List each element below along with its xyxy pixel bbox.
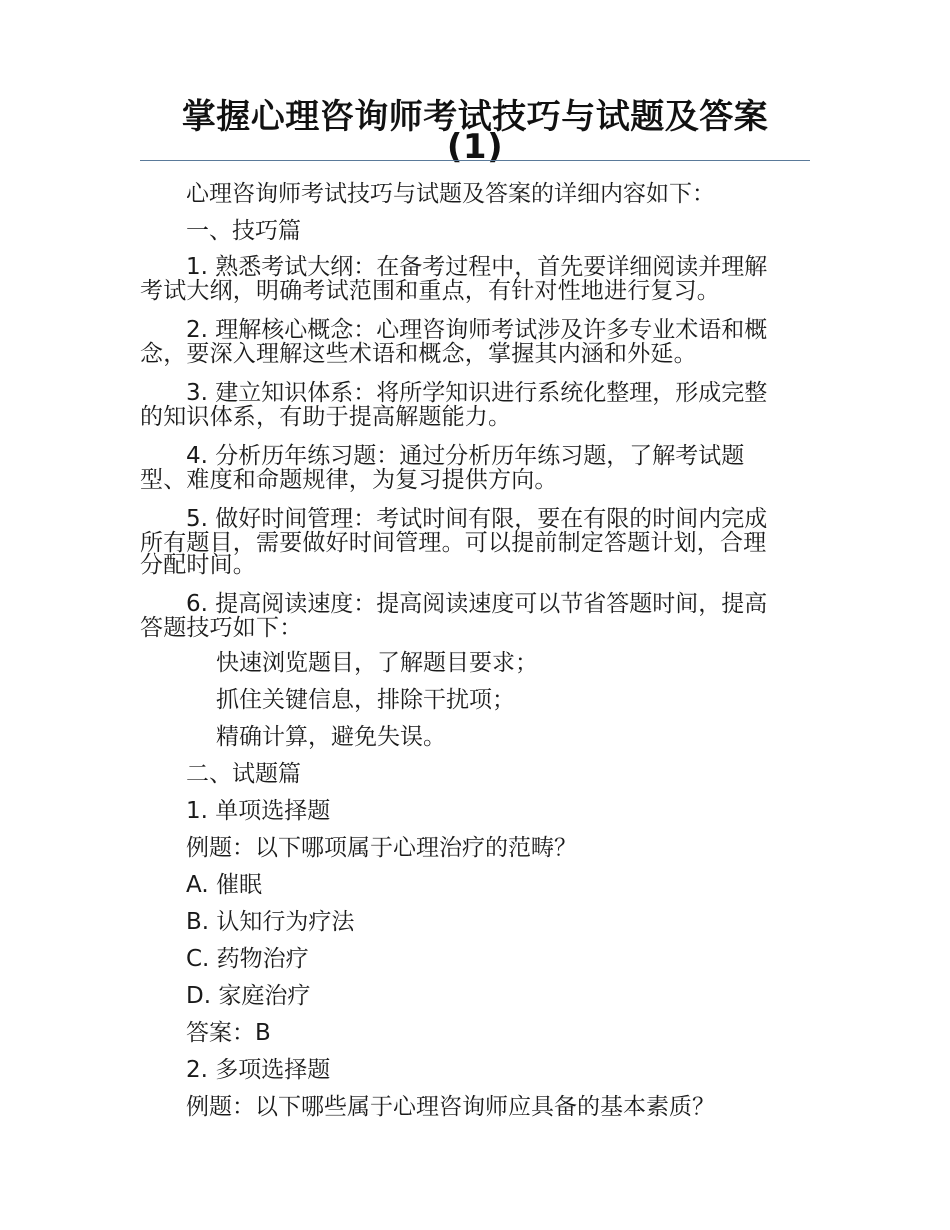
tip-line: 念，要深入理解这些术语和概念，掌握其内涵和外延。 [140,341,697,367]
answer-option: B. 认知行为疗法 [186,909,355,935]
tip-paragraph [140,317,810,365]
tip-line: 1. 熟悉考试大纲：在备考过程中，首先要详细阅读并理解 [186,254,768,280]
title-line-1: 掌握心理咨询师考试技巧与试题及答案 [181,97,769,137]
tip-line: 4. 分析历年练习题：通过分析历年练习题，了解考试题 [186,443,745,469]
answer-option: C. 药物治疗 [186,946,309,972]
tip-line: 3. 建立知识体系：将所学知识进行系统化整理，形成完整 [186,380,768,406]
answer-option: D. 家庭治疗 [186,983,311,1009]
tip-line: 分配时间。 [140,552,256,578]
question-text: 例题：以下哪项属于心理治疗的范畴？ [186,835,577,861]
tip-line: 答题技巧如下： [140,615,303,641]
tip-line: 所有题目，需要做好时间管理。可以提前制定答题计划，合理 [140,530,767,556]
tip-paragraph [140,591,810,639]
tip-paragraph [140,380,810,428]
reading-tip-item: 抓住关键信息，排除干扰项； [216,687,515,713]
tip-paragraph [140,254,810,302]
answer-option: A. 催眠 [186,872,262,898]
tip-line: 6. 提高阅读速度：提高阅读速度可以节省答题时间，提高 [186,591,768,617]
answer-key: 答案：B [186,1020,271,1046]
question-text: 例题：以下哪些属于心理咨询师应具备的基本素质？ [186,1094,715,1120]
section-heading-questions: 二、试题篇 [186,761,301,787]
question-type: 1. 单项选择题 [186,798,331,824]
tip-line: 考试大纲，明确考试范围和重点，有针对性地进行复习。 [140,278,720,304]
tip-paragraph [140,506,810,576]
tip-line: 的知识体系，有助于提高解题能力。 [140,404,512,430]
tip-line: 5. 做好时间管理：考试时间有限，要在有限的时间内完成 [186,506,768,532]
document-body [140,176,810,1126]
tip-line: 2. 理解核心概念：心理咨询师考试涉及许多专业术语和概 [186,317,768,343]
tip-line: 型、难度和命题规律，为复习提供方向。 [140,467,558,493]
title-line-2: (1) [446,127,504,167]
section-heading-tips: 一、技巧篇 [186,218,301,244]
title-underline [140,160,810,161]
intro-paragraph: 心理咨询师考试技巧与试题及答案的详细内容如下： [186,181,715,207]
tip-paragraph [140,443,810,491]
reading-tip-item: 快速浏览题目，了解题目要求； [216,650,538,676]
question-type: 2. 多项选择题 [186,1057,331,1083]
reading-tip-item: 精确计算，避免失误。 [216,724,446,750]
